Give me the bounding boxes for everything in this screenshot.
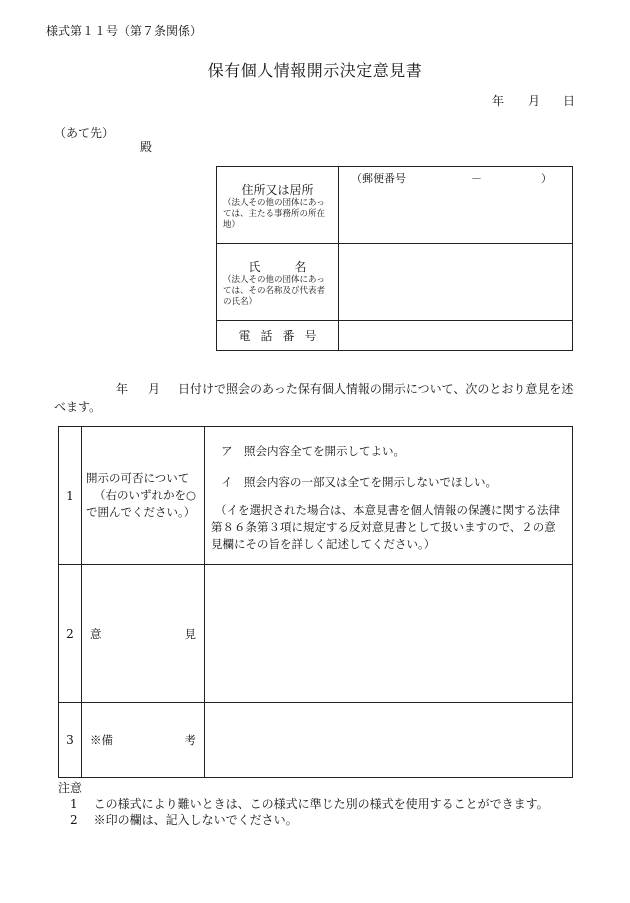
intro-year: 年	[116, 382, 129, 396]
form-number: 様式第１１号（第７条関係）	[46, 24, 203, 38]
page-title: 保有個人情報開示決定意見書	[207, 61, 423, 80]
name-label-1: 氏	[248, 260, 261, 274]
row2-number: 2	[59, 565, 82, 703]
note-item-1	[70, 795, 549, 812]
phone-label-2: 話	[260, 329, 273, 343]
address-field[interactable]	[339, 167, 573, 244]
remarks-field	[205, 703, 573, 778]
row2-label	[82, 565, 205, 703]
option-note-line1: （イを選択された場合は、本意見書を個人情報の保護に関する法律	[215, 503, 560, 517]
option-note	[205, 490, 572, 553]
intro-line1: 日付けで照会のあった保有個人情報の開示について、次のとおり意見を述	[178, 382, 574, 396]
phone-label-3: 番	[282, 329, 295, 343]
option-note-line2: 第８６条第３項に規定する反対意見書として扱いますので、２の意	[211, 520, 556, 534]
row3-label-a: ※備	[90, 733, 113, 747]
date-day-label: 日	[563, 94, 576, 108]
notes-heading: 注意	[58, 781, 83, 795]
note-2-text: ※印の欄は、記入しないでください。	[93, 813, 298, 827]
option-a[interactable]: ア 照会内容全てを開示してよい。	[221, 444, 405, 458]
address-label: 住所又は居所	[241, 183, 314, 197]
row1-label-line2: （右のいずれかを○	[94, 488, 197, 502]
phone-label-cell	[217, 321, 339, 351]
opinion-field[interactable]	[205, 565, 573, 703]
address-note: （法人その他の団体にあっては、主たる事務所の所在地）	[223, 198, 326, 230]
row1-label-line3: で囲んでください。）	[86, 505, 196, 519]
row1-label	[82, 427, 205, 565]
row2-label-a: 意	[90, 626, 102, 641]
phone-label-4: 号	[304, 329, 317, 343]
postal-dash: －	[471, 172, 482, 185]
row1-label-line1: 開示の可否について	[86, 471, 190, 485]
addressee-label: （あて先）	[54, 126, 115, 140]
row-opinion	[59, 565, 573, 703]
row3-label-b: 考	[184, 733, 196, 747]
row2-label-b: 見	[184, 626, 196, 641]
row3-number: 3	[59, 703, 82, 778]
name-label-cell	[217, 244, 339, 321]
row-disclosure	[59, 427, 573, 565]
postal-close: ）	[541, 172, 552, 185]
row1-options[interactable]	[205, 427, 573, 565]
name-label	[217, 258, 338, 275]
phone-label-1: 電	[238, 329, 251, 343]
note-1-text: この様式により難いときは、この様式に準じた別の様式を使用することができます。	[93, 797, 549, 811]
name-note: （法人その他の団体にあっては、その名称及び代表者の氏名）	[223, 275, 326, 307]
postal-code-line	[339, 167, 572, 186]
date-year-label: 年	[492, 94, 505, 108]
option-note-line3: 見欄にその旨を詳しく記述してください。）	[211, 537, 436, 551]
opinion-table	[58, 426, 573, 778]
row3-label	[82, 703, 205, 778]
applicant-info-table	[216, 166, 573, 351]
option-i[interactable]: イ 照会内容の一部又は全てを開示しないでほしい。	[221, 475, 497, 489]
note-1-number: 1	[70, 797, 78, 811]
date-month-label: 月	[528, 94, 541, 108]
intro-month: 月	[148, 382, 161, 396]
row-remarks	[59, 703, 573, 778]
intro-line2: べます。	[54, 400, 102, 414]
addressee-honorific: 殿	[140, 140, 153, 154]
address-label-cell	[217, 167, 339, 244]
note-2-number: 2	[70, 813, 78, 827]
row1-number: 1	[59, 427, 82, 565]
name-field[interactable]	[339, 244, 573, 321]
name-label-2: 名	[294, 260, 307, 274]
note-item-2	[70, 811, 298, 828]
phone-field[interactable]	[339, 321, 573, 351]
postal-label: （郵便番号	[351, 172, 406, 185]
